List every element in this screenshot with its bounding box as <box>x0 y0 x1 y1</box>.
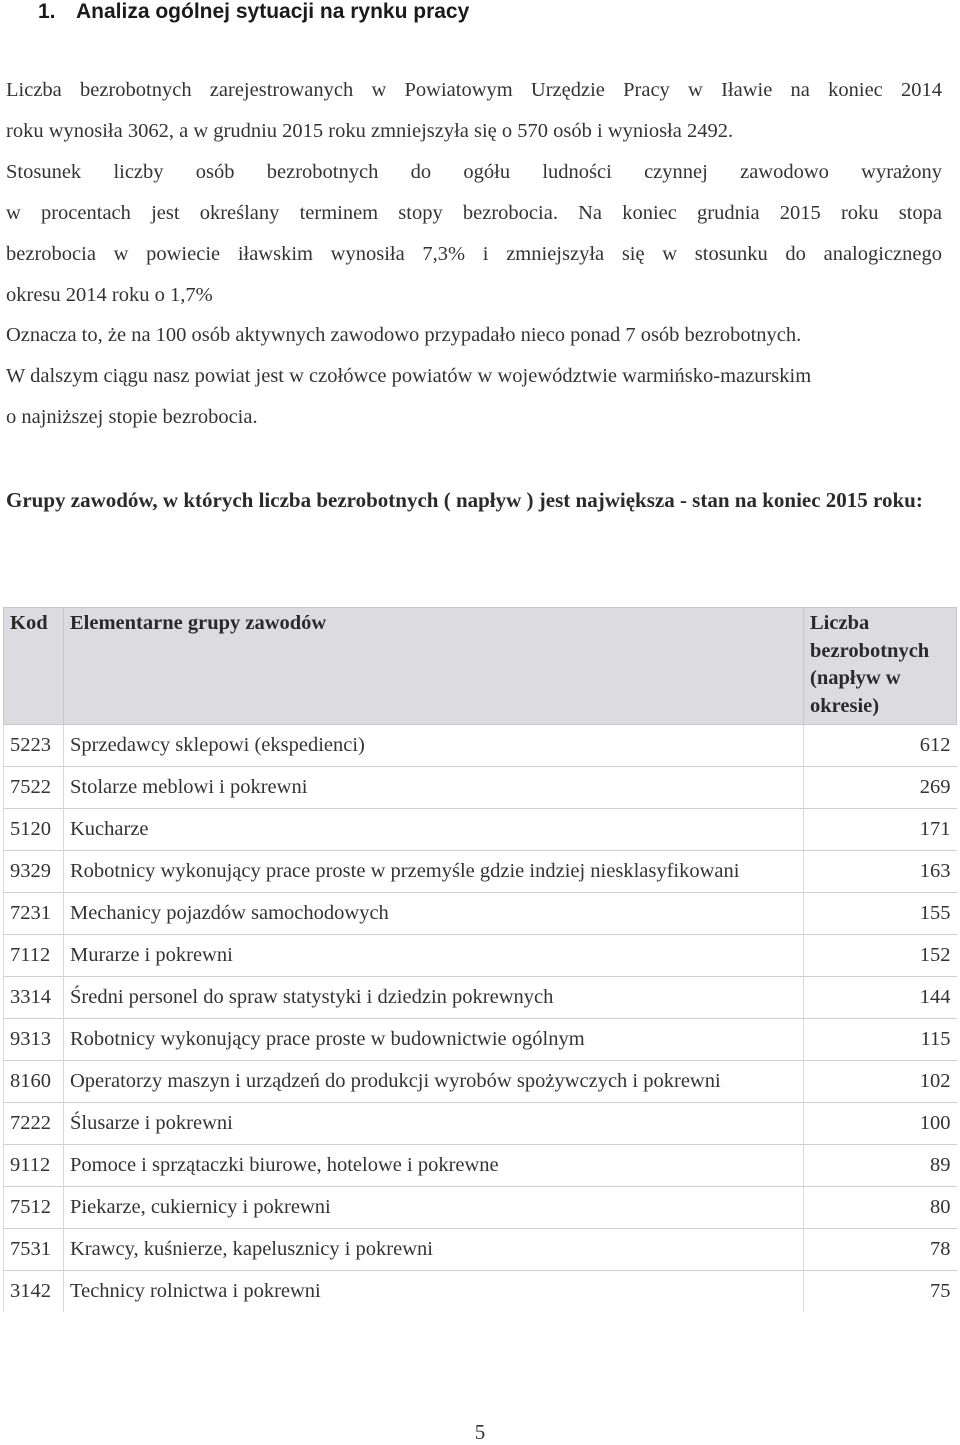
table-row <box>4 851 957 893</box>
cell-group: Operatorzy maszyn i urządzeń do produkcji wyrobów spożywczych i pokrewni <box>64 1061 804 1103</box>
occupation-table <box>3 607 957 1312</box>
cell-count: 171 <box>804 809 957 851</box>
header-code: Kod <box>4 608 64 725</box>
cell-code: 8160 <box>4 1061 64 1103</box>
section-title: Analiza ogólnej sytuacji na rynku pracy <box>76 0 470 23</box>
paragraph-line: bezrobocia w powiecie iławskim wynosiła 7,3% i zmniejszyła się w stosunku do analogicznego <box>6 243 942 265</box>
table-row <box>4 1271 957 1313</box>
cell-count: 75 <box>804 1271 957 1313</box>
table-row <box>4 809 957 851</box>
cell-count: 80 <box>804 1187 957 1229</box>
cell-count: 155 <box>804 893 957 935</box>
cell-code: 9313 <box>4 1019 64 1061</box>
cell-count: 102 <box>804 1061 957 1103</box>
cell-count: 144 <box>804 977 957 1019</box>
summary-paragraph <box>6 315 942 438</box>
cell-code: 3314 <box>4 977 64 1019</box>
paragraph-line: Stosunek liczby osób bezrobotnych do ogółu ludności czynnej zawodowo wyrażony <box>6 161 942 183</box>
table-row <box>4 1229 957 1271</box>
cell-group: Robotnicy wykonujący prace proste w przemyśle gdzie indziej niesklasyfikowani <box>64 851 804 893</box>
cell-group: Krawcy, kuśnierze, kapelusznicy i pokrewni <box>64 1229 804 1271</box>
table-header-row <box>4 608 957 725</box>
paragraph-line: Liczba bezrobotnych zarejestrowanych w Powiatowym Urzędzie Pracy w Iławie na koniec 2014 <box>6 79 942 101</box>
cell-group: Średni personel do spraw statystyki i dziedzin pokrewnych <box>64 977 804 1019</box>
cell-group: Mechanicy pojazdów samochodowych <box>64 893 804 935</box>
cell-count: 78 <box>804 1229 957 1271</box>
table-row <box>4 725 957 767</box>
table-body <box>4 725 957 1313</box>
cell-code: 7112 <box>4 935 64 977</box>
header-group: Elementarne grupy zawodów <box>64 608 804 725</box>
cell-group: Ślusarze i pokrewni <box>64 1103 804 1145</box>
table-row <box>4 1145 957 1187</box>
table-row <box>4 935 957 977</box>
cell-group: Pomoce i sprzątaczki biurowe, hotelowe i pokrewne <box>64 1145 804 1187</box>
cell-code: 5120 <box>4 809 64 851</box>
cell-code: 7512 <box>4 1187 64 1229</box>
cell-count: 612 <box>804 725 957 767</box>
cell-code: 7531 <box>4 1229 64 1271</box>
section-number: 1. <box>38 0 56 23</box>
cell-group: Murarze i pokrewni <box>64 935 804 977</box>
cell-code: 7222 <box>4 1103 64 1145</box>
paragraph-line: W dalszym ciągu nasz powiat jest w czołówce powiatów w województwie warmińsko-mazurskim <box>6 365 812 387</box>
paragraph-line: o najniższej stopie bezrobocia. <box>6 406 258 428</box>
cell-count: 269 <box>804 767 957 809</box>
cell-code: 7522 <box>4 767 64 809</box>
table-row <box>4 767 957 809</box>
table-row <box>4 1103 957 1145</box>
cell-code: 9112 <box>4 1145 64 1187</box>
cell-group: Robotnicy wykonujący prace proste w budownictwie ogólnym <box>64 1019 804 1061</box>
cell-count: 100 <box>804 1103 957 1145</box>
cell-code: 5223 <box>4 725 64 767</box>
table-row <box>4 893 957 935</box>
cell-count: 163 <box>804 851 957 893</box>
paragraph-line: roku wynosiła 3062, a w grudniu 2015 roku zmniejszyła się o 570 osób i wyniosła 2492. <box>6 120 734 142</box>
page-number: 5 <box>474 1420 486 1444</box>
table-caption: Grupy zawodów, w których liczba bezrobotnych ( napływ ) jest największa - stan na koniec 2015 roku: <box>6 488 923 512</box>
paragraph-line: okresu 2014 roku o 1,7% <box>6 284 213 306</box>
cell-count: 89 <box>804 1145 957 1187</box>
cell-group: Sprzedawcy sklepowi (ekspedienci) <box>64 725 804 767</box>
cell-group: Piekarze, cukiernicy i pokrewni <box>64 1187 804 1229</box>
table-row <box>4 1061 957 1103</box>
paragraph-line: Oznacza to, że na 100 osób aktywnych zawodowo przypadało nieco ponad 7 osób bezrobotnych. <box>6 324 802 346</box>
intro-paragraph <box>6 70 942 316</box>
table-row <box>4 977 957 1019</box>
cell-code: 7231 <box>4 893 64 935</box>
cell-code: 3142 <box>4 1271 64 1313</box>
cell-count: 152 <box>804 935 957 977</box>
cell-group: Stolarze meblowi i pokrewni <box>64 767 804 809</box>
cell-group: Kucharze <box>64 809 804 851</box>
table-row <box>4 1187 957 1229</box>
paragraph-line: w procentach jest określany terminem stopy bezrobocia. Na koniec grudnia 2015 roku stopa <box>6 202 942 224</box>
header-count: Liczba bezrobotnych (napływ w okresie) <box>804 608 957 725</box>
cell-code: 9329 <box>4 851 64 893</box>
cell-group: Technicy rolnictwa i pokrewni <box>64 1271 804 1313</box>
section-heading <box>38 0 469 24</box>
table-row <box>4 1019 957 1061</box>
cell-count: 115 <box>804 1019 957 1061</box>
